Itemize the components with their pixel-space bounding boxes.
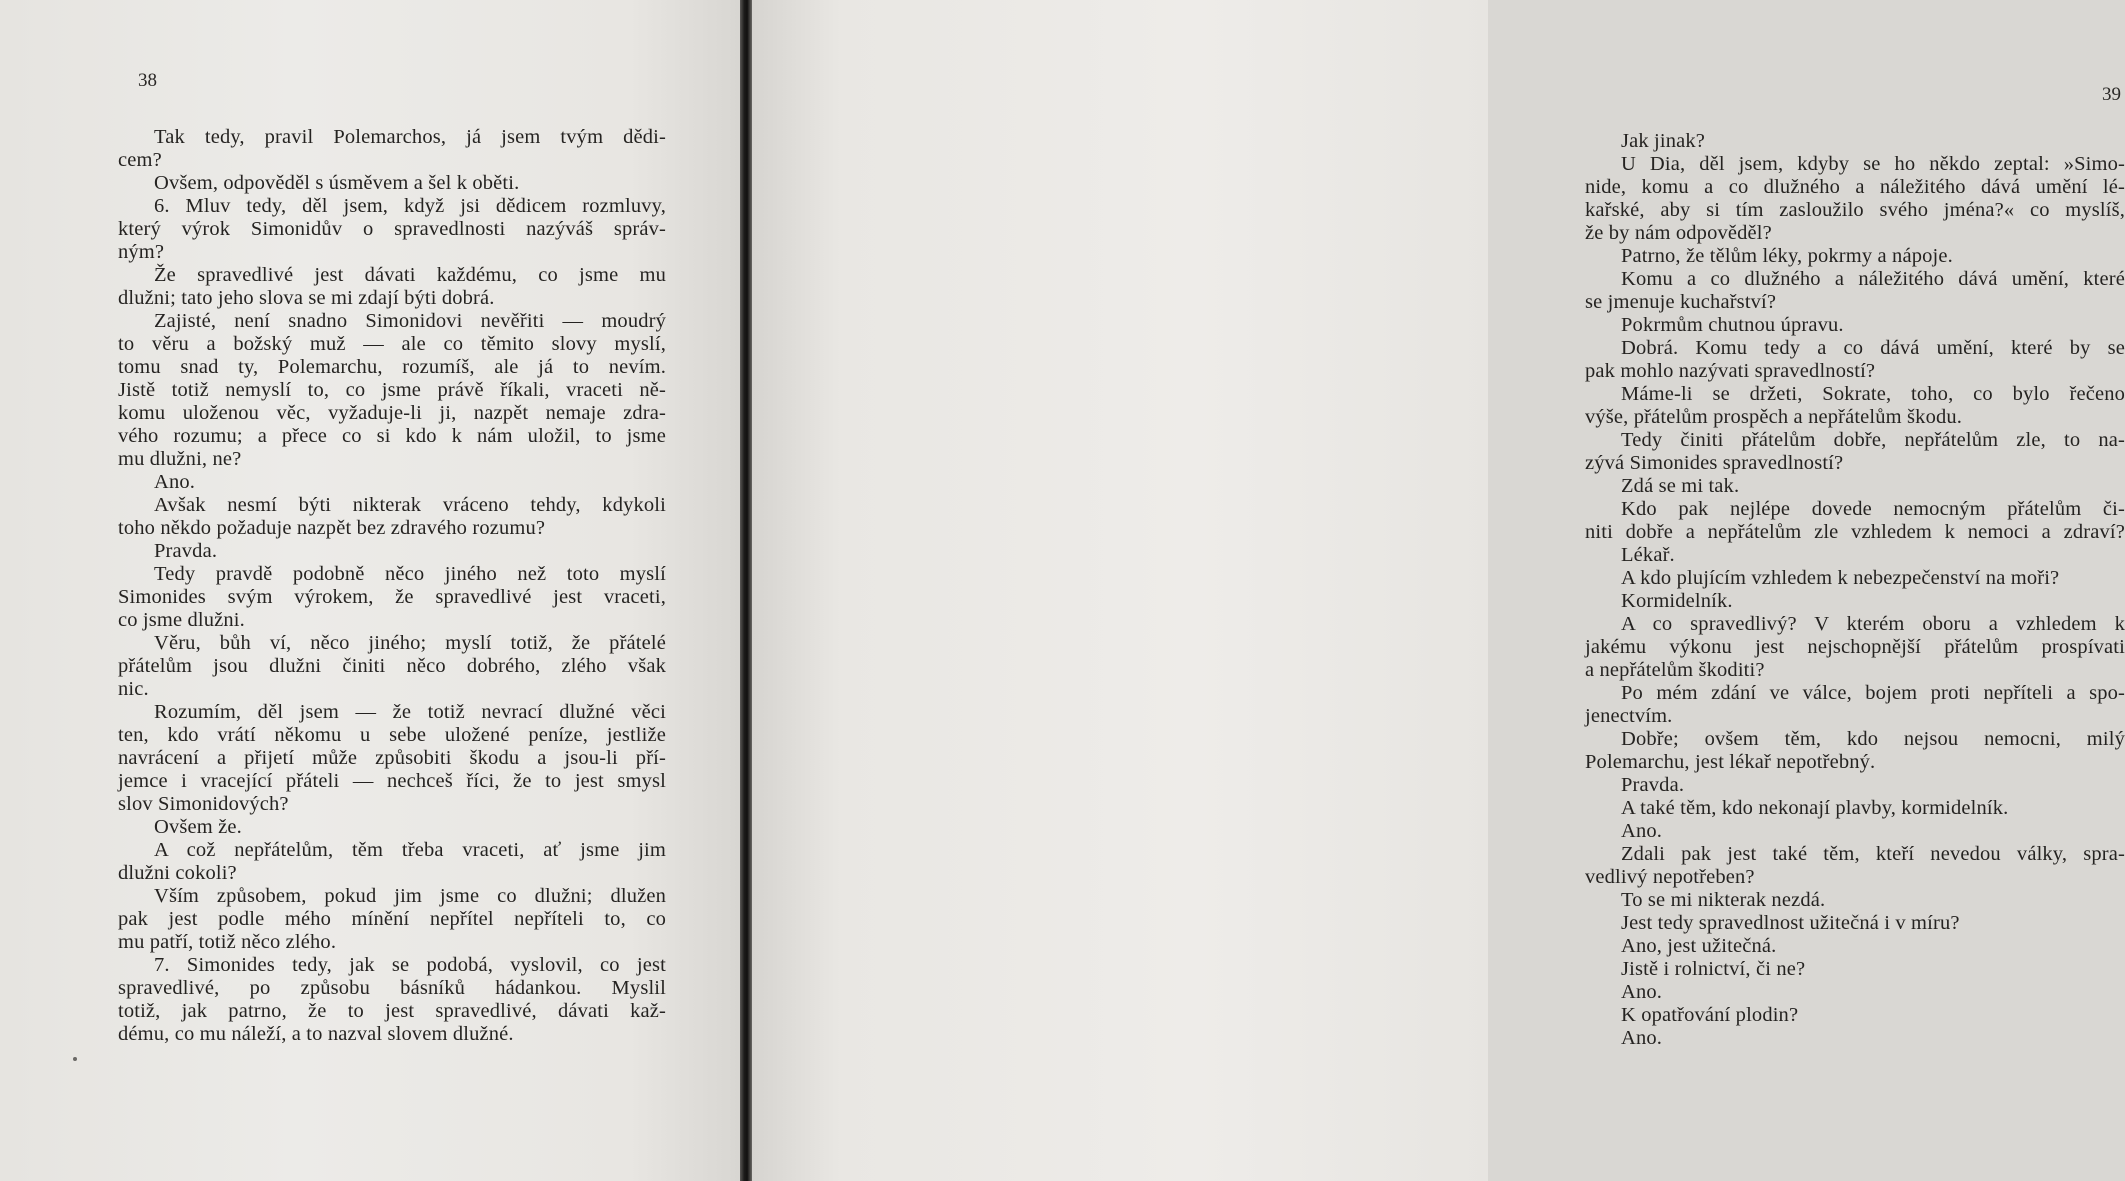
text-line: 7. Simonides tedy, jak se podobá, vyslovil, co jest [154,954,666,976]
text-line: mu patří, totiž něco zlého. [118,931,337,953]
text-line: Tak tedy, pravil Polemarchos, já jsem tvým dědi- [154,126,666,148]
text-line: komu uloženou věc, vyžaduje-li ji, nazpět nemaje zdra- [118,402,666,424]
text-line: přátelům jsou dlužni činiti něco dobrého, zlého však [118,655,666,677]
text-line: tomu snad ty, Polemarchu, rozumíš, ale já to nevím. [118,356,666,378]
text-line: nide, komu a co dlužného a náležitého dává umění lé- [1585,176,2125,198]
text-line: U Dia, děl jsem, kdyby se ho někdo zeptal: »Simo- [1621,153,2125,175]
text-line: zývá Simonides spravedlností? [1585,452,1844,474]
text-line: jenectvím. [1585,705,1673,727]
text-line: Jak jinak? [1621,130,1706,152]
text-line: Vším způsobem, pokud jim jsme co dlužni; dlužen [154,885,666,907]
text-line: Simonides svým výrokem, že spravedlivé jest vraceti, [118,586,666,608]
text-line: Zdá se mi tak. [1621,475,1740,497]
left-page-text [118,126,666,1046]
text-line: To se mi nikterak nezdá. [1621,889,1826,911]
text-line: Po mém zdání ve válce, bojem proti nepříteli a spo- [1621,682,2125,704]
text-line: Lékař. [1621,544,1675,566]
text-line: Pokrmům chutnou úpravu. [1621,314,1844,336]
text-line: Pravda. [154,540,218,562]
text-line: Dobrá. Komu tedy a co dává umění, které by se [1621,337,2125,359]
text-line: co jsme dlužni. [118,609,245,631]
ink-speck [73,1057,77,1061]
text-line: který výrok Simonidův o spravedlnosti nazýváš správ- [118,218,666,240]
text-line: že by nám odpověděl? [1585,222,1772,244]
text-line: Ano. [154,471,196,493]
text-line: Ovšem, odpověděl s úsměvem a šel k oběti. [154,172,520,194]
text-line: Zajisté, není snadno Simonidovi nevěřiti — moudrý [154,310,666,332]
text-line: Ovšem že. [154,816,242,838]
text-line: Tedy pravdě podobně něco jiného než toto myslí [154,563,666,585]
text-line: ten, kdo vrátí někomu u sebe uložené peníze, jestliže [118,724,666,746]
text-line: jakému výkonu jest nejschopnější přátelům prospívati [1585,636,2125,658]
text-line: Kormidelník. [1621,590,1733,612]
text-line: toho někdo požaduje nazpět bez zdravého rozumu? [118,517,546,539]
text-line: nic. [118,678,149,700]
text-line: Ano. [1621,981,1663,1003]
right-page [752,0,2125,1181]
text-line: K opatřování plodin? [1621,1004,1799,1026]
text-line: spravedlivé, po způsobu básníků hádankou. Myslil [118,977,666,999]
text-line: navrácení a přijetí může způsobiti škodu a jsou-li pří- [118,747,666,769]
text-line: Kdo pak nejlépe dovede nemocným přátelům či- [1621,498,2125,520]
text-line: 6. Mluv tedy, děl jsem, když jsi dědicem rozmluvy, [154,195,666,217]
left-page [0,0,740,1181]
text-line: A kdo plujícím vzhledem k nebezpečenství na moři? [1621,567,2060,589]
text-line: dému, co mu náleží, a to nazval slovem dlužné. [118,1023,514,1045]
text-line: Polemarchu, jest lékař nepotřebný. [1585,751,1876,773]
text-line: jemce i vracející přáteli — nechceš říci, že to jest smysl [118,770,666,792]
book-gutter [740,0,752,1181]
text-line: A co spravedlivý? V kterém oboru a vzhledem k [1621,613,2125,635]
text-line: Jistě totiž nemyslí to, co jsme právě říkali, vraceti ně- [118,379,666,401]
page-number-left: 38 [138,70,157,91]
text-line: Jest tedy spravedlnost užitečná i v míru? [1621,912,1960,934]
text-line: niti dobře a nepřátelům zle vzhledem k nemoci a zdraví? [1585,521,2125,543]
text-line: Věru, bůh ví, něco jiného; myslí totiž, že přátelé [154,632,666,654]
text-line: slov Simonidových? [118,793,289,815]
text-line: ným? [118,241,165,263]
text-line: mu dlužni, ne? [118,448,242,470]
text-line: Avšak nesmí býti nikterak vráceno tehdy, kdykoli [154,494,666,516]
text-line: Dobře; ovšem těm, kdo nejsou nemocni, milý [1621,728,2125,750]
text-line: Komu a co dlužného a náležitého dává umění, které [1621,268,2125,290]
text-line: Že spravedlivé jest dávati každému, co jsme mu [154,264,666,286]
text-line: Jistě i rolnictví, či ne? [1621,958,1806,980]
text-line: Ano. [1621,820,1663,842]
text-line: kařské, aby si tím zasloužilo svého jména?« co myslíš, [1585,199,2125,221]
text-line: se jmenuje kuchařství? [1585,291,1777,313]
text-line: Máme-li se držeti, Sokrate, toho, co bylo řečeno [1621,383,2125,405]
text-line: Tedy činiti přátelům dobře, nepřátelům zle, to na- [1621,429,2125,451]
text-line: vedlivý nepotřeben? [1585,866,1755,888]
text-line: A také těm, kdo nekonají plavby, kormidelník. [1621,797,2009,819]
text-line: Pravda. [1621,774,1685,796]
text-line: dlužni cokoli? [118,862,237,884]
text-line: Zdali pak jest také těm, kteří nevedou války, spra- [1621,843,2125,865]
text-line: to věru a božský muž — ale co těmito slovy myslí, [118,333,666,355]
page-number-right: 39 [2102,84,2121,105]
text-line: totiž, jak patrno, že to jest spravedlivé, dávati kaž- [118,1000,666,1022]
right-page-text [1585,130,2125,1050]
text-line: pak mohlo nazývati spravedlností? [1585,360,1876,382]
text-line: Ano, jest užitečná. [1621,935,1777,957]
text-line: Patrno, že tělům léky, pokrmy a nápoje. [1621,245,1953,267]
text-line: dlužni; tato jeho slova se mi zdají býti dobrá. [118,287,495,309]
text-line: cem? [118,149,162,171]
text-line: vého rozumu; a přece co si kdo k nám uložil, to jsme [118,425,666,447]
text-line: a nepřátelům škoditi? [1585,659,1765,681]
text-line: pak jest podle mého mínění nepřítel nepříteli to, co [118,908,666,930]
text-line: Ano. [1621,1027,1663,1049]
text-line: A což nepřátelům, těm třeba vraceti, ať jsme jim [154,839,666,861]
text-line: Rozumím, děl jsem — že totiž nevrací dlužné věci [154,701,666,723]
text-line: výše, přátelům prospěch a nepřátelům škodu. [1585,406,1963,428]
